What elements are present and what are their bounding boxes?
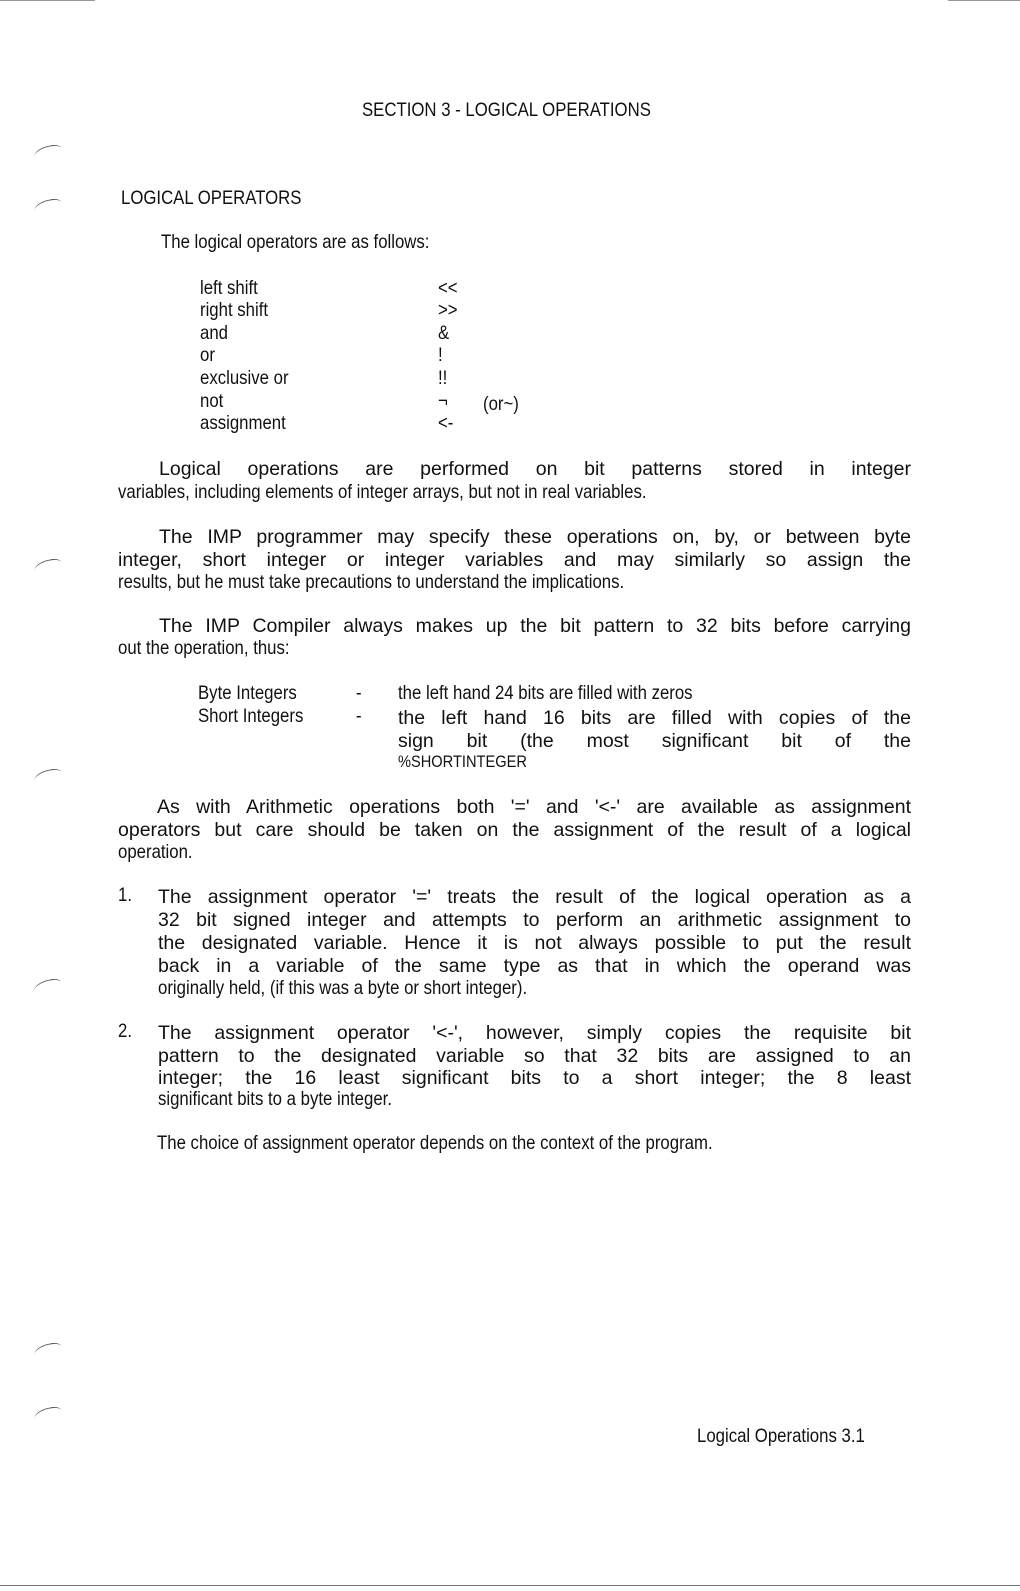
intro-text: The logical operators are as follows: — [161, 231, 430, 253]
operator-name: left shift — [200, 277, 258, 299]
operator-symbol: ! — [438, 344, 443, 366]
integer-type-dash: - — [356, 682, 362, 704]
section-title: SECTION 3 - LOGICAL OPERATIONS — [362, 99, 651, 121]
binder-hole-mark — [33, 767, 63, 786]
list-line: 32 bit signed integer and attempts to perform an arithmetic assignment to — [158, 909, 911, 931]
scan-edge-bottom — [0, 1585, 1020, 1586]
list-line: originally held, (if this was a byte or short integer). — [158, 977, 528, 999]
paragraph-line: The IMP programmer may specify these operations on, by, or between byte — [159, 526, 911, 548]
paragraph-line: operation. — [118, 841, 193, 863]
paragraph-line: As with Arithmetic operations both '=' and '<-' are available as assignment — [157, 796, 911, 818]
operator-name: and — [200, 322, 228, 344]
operator-name: assignment — [200, 412, 286, 434]
binder-hole-mark — [33, 1405, 63, 1424]
operator-symbol: << — [438, 277, 458, 299]
closing-text: The choice of assignment operator depends on the context of the program. — [157, 1132, 713, 1154]
page-footer: Logical Operations 3.1 — [697, 1425, 865, 1447]
operator-name: not — [200, 390, 224, 412]
binder-hole-mark — [33, 977, 63, 996]
integer-type-desc: the left hand 16 bits are filled with copies of the — [398, 707, 911, 729]
paragraph-line: variables, including elements of integer arrays, but not in real variables. — [118, 481, 647, 503]
paragraph-line: integer, short integer or integer variables and may similarly so assign the — [118, 549, 911, 571]
integer-type-desc: sign bit (the most significant bit of the — [398, 730, 911, 752]
operator-symbol: !! — [438, 367, 448, 389]
scan-edge-top-right — [948, 0, 1020, 1]
paragraph-line: Logical operations are performed on bit patterns stored in integer — [159, 458, 911, 480]
operator-symbol: >> — [438, 299, 458, 321]
operator-alt-symbol: (or~) — [483, 393, 519, 415]
binder-hole-mark — [33, 143, 63, 162]
integer-type-desc: the left hand 24 bits are filled with zeros — [398, 682, 693, 704]
paragraph-line: results, but he must take precautions to understand the implications. — [118, 571, 625, 593]
operator-symbol: & — [438, 322, 450, 344]
scan-edge-top-left — [0, 0, 95, 1]
list-number: 1. — [118, 884, 132, 906]
list-line: back in a variable of the same type as that in which the operand was — [158, 955, 911, 977]
list-line: the designated variable. Hence it is not always possible to put the result — [158, 932, 911, 954]
operator-symbol: <- — [438, 412, 454, 434]
binder-hole-mark — [33, 557, 63, 576]
binder-hole-mark — [33, 197, 63, 216]
paragraph-line: operators but care should be taken on the assignment of the result of a logical — [118, 819, 911, 841]
list-line: significant bits to a byte integer. — [158, 1088, 392, 1110]
operator-name: right shift — [200, 299, 269, 321]
list-line: pattern to the designated variable so that 32 bits are assigned to an — [158, 1045, 911, 1067]
section-heading: LOGICAL OPERATORS — [121, 187, 302, 209]
operator-name: or — [200, 344, 215, 366]
binder-hole-mark — [33, 1341, 63, 1360]
list-line: integer; the 16 least significant bits to a short integer; the 8 least — [158, 1067, 911, 1089]
operator-name: exclusive or — [200, 367, 289, 389]
operator-symbol: ¬ — [438, 390, 448, 412]
integer-type-dash: - — [356, 705, 362, 727]
integer-type-label: Byte Integers — [198, 682, 297, 704]
paragraph-line: The IMP Compiler always makes up the bit pattern to 32 bits before carrying — [159, 615, 911, 637]
integer-type-label: Short Integers — [198, 705, 304, 727]
list-line: The assignment operator '<-', however, simply copies the requisite bit — [158, 1022, 911, 1044]
list-number: 2. — [118, 1020, 132, 1042]
paragraph-line: out the operation, thus: — [118, 637, 290, 659]
list-line: The assignment operator '=' treats the result of the logical operation as a — [158, 886, 911, 908]
integer-type-desc: %SHORTINTEGER — [398, 752, 527, 771]
